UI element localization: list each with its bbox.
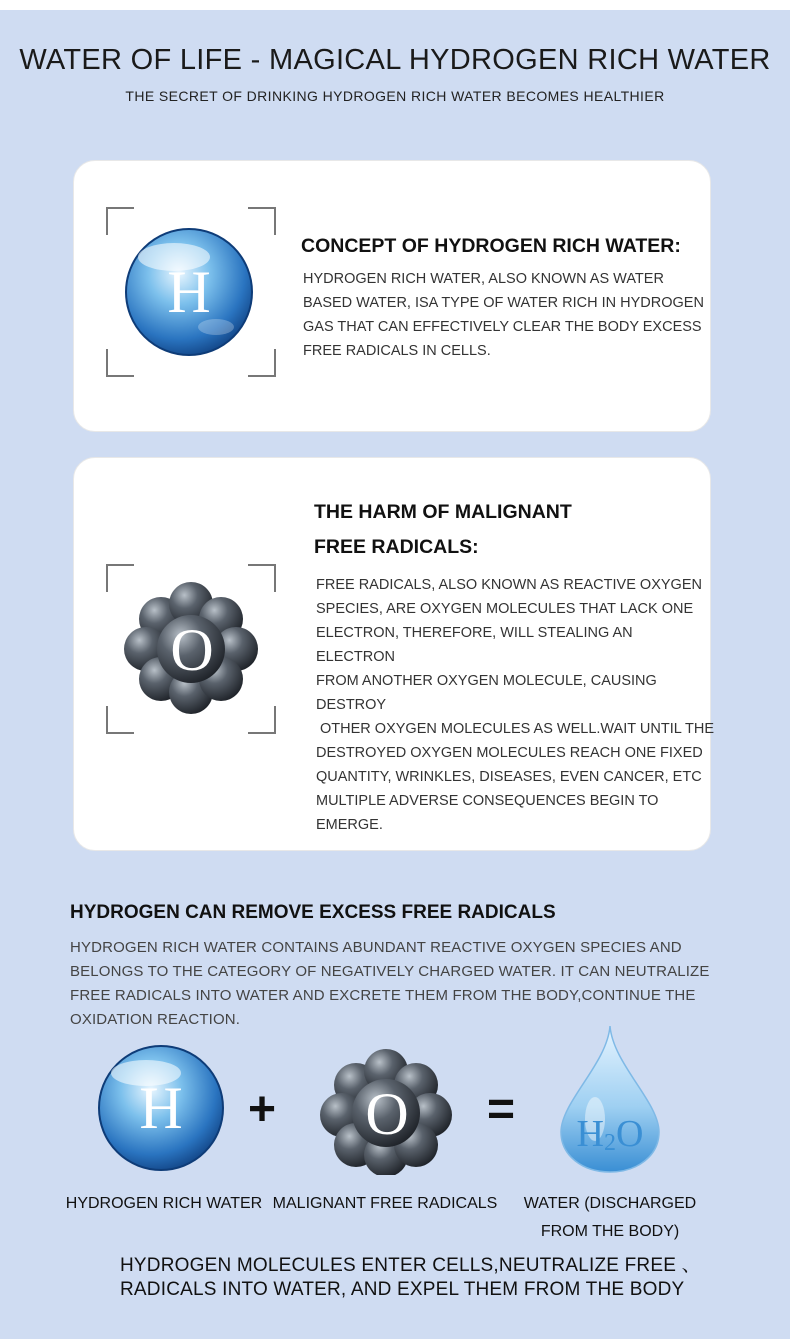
oxygen-letter: O	[170, 617, 214, 683]
image-frame	[106, 207, 276, 377]
concept-text: HYDROGEN RICH WATER, ALSO KNOWN AS WATER BASED WATER, ISA TYPE OF WATER RICH IN HYDROGEN GAS THAT CAN EFFECTIVELY CLEAR THE BODY EXCESS FREE RADICALS IN CELLS.	[303, 271, 704, 359]
hydrogen-sphere-icon	[96, 1043, 226, 1173]
hydrogen-letter: H	[167, 259, 211, 325]
free-radical-cluster-icon	[316, 1045, 456, 1175]
footer-summary: HYDROGEN MOLECULES ENTER CELLS,NEUTRALIZE FREE 、 RADICALS INTO WATER, AND EXPEL THEM FROM THE BODY	[120, 1255, 701, 1300]
image-frame	[106, 564, 276, 734]
section-text: HYDROGEN RICH WATER CONTAINS ABUNDANT REACTIVE OXYGEN SPECIES AND BELONGS TO THE CATEGORY OF NEGATIVELY CHARGED WATER. IT CAN NEUTRALIZE FREE RADICALS INTO WATER AND EXCRETE THEM FROM THE BODY,CONTINUE THE OXIDATION REACTION.	[70, 939, 710, 1028]
hydrogen-letter: H	[139, 1075, 183, 1141]
caption-hydrogen: HYDROGEN RICH WATER	[65, 1195, 263, 1212]
caption-water: WATER (DISCHARGED FROM THE BODY)	[523, 1195, 697, 1240]
h2o-formula: H2O	[576, 1113, 644, 1156]
section-title: HYDROGEN CAN REMOVE EXCESS FREE RADICALS	[70, 902, 556, 923]
plus-sign: +	[248, 1083, 277, 1136]
free-radical-cluster-icon	[106, 564, 276, 734]
page-title: WATER OF LIFE - MAGICAL HYDROGEN RICH WATER	[19, 44, 771, 76]
concept-card	[73, 160, 711, 432]
concept-title: CONCEPT OF HYDROGEN RICH WATER:	[301, 235, 681, 257]
oxygen-letter: O	[365, 1081, 409, 1147]
hydrogen-sphere-icon	[106, 207, 276, 377]
caption-free-radicals: MALIGNANT FREE RADICALS	[272, 1195, 498, 1212]
harm-title: THE HARM OF MALIGNANT FREE RADICALS:	[314, 501, 572, 558]
page-subtitle: THE SECRET OF DRINKING HYDROGEN RICH WATER BECOMES HEALTHIER	[125, 88, 665, 104]
harm-card	[73, 457, 715, 851]
equals-sign: =	[487, 1083, 516, 1136]
water-drop-icon	[555, 1024, 665, 1174]
harm-text: FREE RADICALS, ALSO KNOWN AS REACTIVE OXYGEN SPECIES, ARE OXYGEN MOLECULES THAT LACK ONE ELECTRON, THEREFORE, WILL STEALING AN ELECTRON FROM ANOTHER OXYGEN MOLECULE, CAUSING DESTROY OTHER OXYGEN MOLECULES AS WELL.WAIT UNTIL THE DESTROYED OXYGEN MOLECULES REACH ONE FIXED QUANTITY, WRINKLES, DISEASES, EVEN CANCER, ETC MULTIPLE ADVERSE CONSEQUENCES BEGIN TO EMERGE.	[316, 577, 715, 833]
